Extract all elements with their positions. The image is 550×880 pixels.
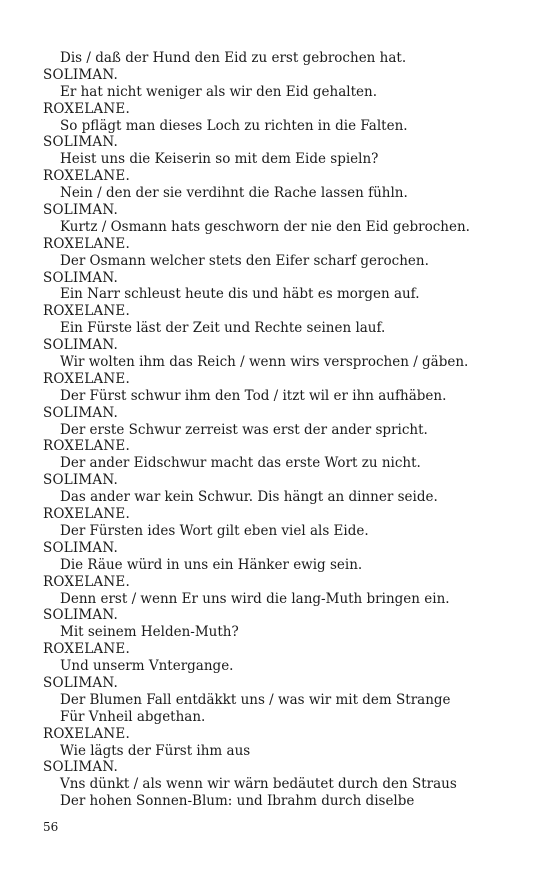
verse-line: Vns dünkt / als wenn wir wärn bedäutet durch den Straus [60,776,457,793]
verse-line: Der erste Schwur zerreist was erst der ander spricht. [60,421,428,438]
verse-line: Das ander war kein Schwur. Dis hängt an dinner seide. [60,489,438,506]
verse-line: Wir wolten ihm das Reich / wenn wirs versprochen / gäben. [60,354,469,371]
verse-line: Dis / daß der Hund den Eid zu erst gebrochen hat. [60,50,407,66]
verse-line: Der Osmann welcher stets den Eifer scharf gerochen. [60,252,429,269]
speaker-name: SOLIMAN. [43,337,119,354]
verse-line: Der Blumen Fall entdäkkt uns / was wir mit dem Strange [60,691,451,708]
verse-line: Denn erst / wenn Er uns wird die lang-Muth bringen ein. [60,590,450,607]
speaker-name: ROXELANE. [43,725,130,742]
speaker-name: SOLIMAN. [43,607,119,624]
speaker-name: SOLIMAN. [43,472,119,489]
verse-line: Wie lägts der Fürst ihm aus [60,742,251,759]
speaker-name: SOLIMAN. [43,539,119,556]
verse-line: Und unserm Vntergange. [60,658,234,675]
verse-line: So pflägt man dieses Loch zu richten in die Falten. [60,117,408,134]
verse-line: Ein Fürste läst der Zeit und Rechte seinen lauf. [60,320,386,337]
page-number: 56 [43,820,59,834]
verse-line: Heist uns die Keiserin so mit dem Eide spieln? [60,151,379,168]
verse-line: Der hohen Sonnen-Blum: und Ibrahm durch diselbe [60,793,415,810]
speaker-name: ROXELANE. [43,573,130,590]
speaker-name: SOLIMAN. [43,66,119,83]
verse-line: Nein / den der sie verdihnt die Rache lassen fühln. [60,185,408,202]
play-text [43,50,513,810]
speaker-name: ROXELANE. [43,641,130,658]
verse-line: Der Fürsten ides Wort gilt eben viel als Eide. [60,522,369,539]
verse-line: Für Vnheil abgethan. [60,708,206,725]
speaker-name: SOLIMAN. [43,674,119,691]
speaker-name: SOLIMAN. [43,404,119,421]
verse-line: Er hat nicht weniger als wir den Eid gehalten. [60,83,377,100]
speaker-name: ROXELANE. [43,235,130,252]
verse-line: Der ander Eidschwur macht das erste Wort zu nicht. [60,455,421,472]
speaker-name: ROXELANE. [43,168,130,185]
speaker-name: SOLIMAN. [43,759,119,776]
verse-line: Kurtz / Osmann hats geschworn der nie den Eid gebrochen. [60,218,470,235]
speaker-name: ROXELANE. [43,506,130,523]
speaker-name: ROXELANE. [43,100,130,117]
verse-line: Der Fürst schwur ihm den Tod / itzt wil er ihn aufhäben. [60,387,447,404]
speaker-name: SOLIMAN. [43,202,119,219]
speaker-name: ROXELANE. [43,438,130,455]
speaker-name: ROXELANE. [43,303,130,320]
speaker-name: SOLIMAN. [43,269,119,286]
speaker-name: SOLIMAN. [43,134,119,151]
verse-line: Mit seinem Helden-Muth? [60,624,239,641]
verse-line: Ein Narr schleust heute dis und häbt es morgen auf. [60,286,420,303]
speaker-name: ROXELANE. [43,370,130,387]
verse-line: Die Räue würd in uns ein Hänker ewig sein. [60,556,363,573]
